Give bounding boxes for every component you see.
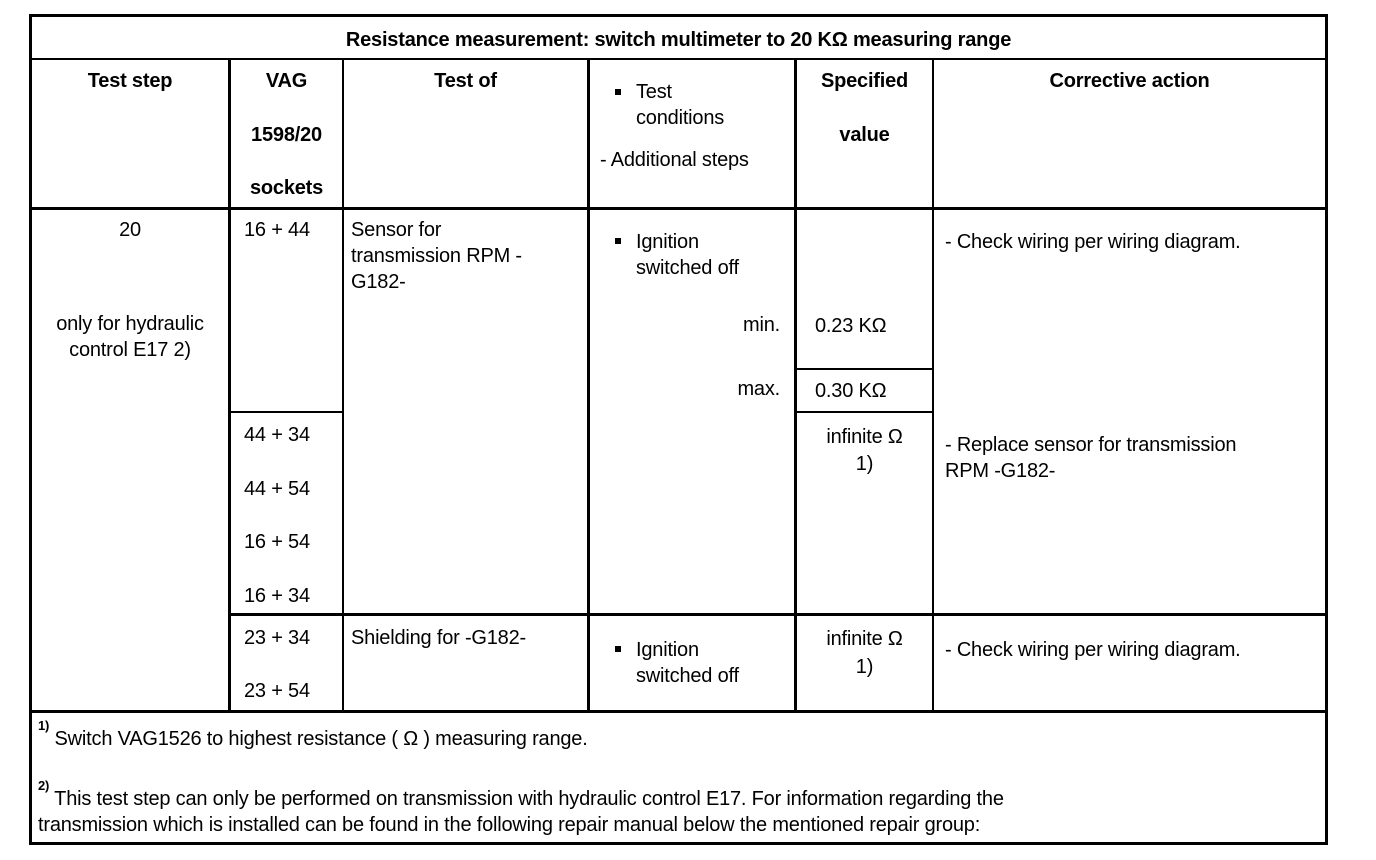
max-value: 0.30 KΩ xyxy=(815,380,887,402)
condition-ignition-line2: switched off xyxy=(636,257,739,279)
rule-row2 xyxy=(230,613,1328,616)
test-step-note-line1: only for hydraulic xyxy=(56,313,204,335)
max-label: max. xyxy=(737,378,780,400)
header-vag-line3: sockets xyxy=(249,177,324,199)
condition-bullet-row1 xyxy=(615,238,621,244)
rule-max-split xyxy=(794,411,933,413)
col-rule-5 xyxy=(932,58,934,713)
test-of-sensor-line1: Sensor for xyxy=(351,219,442,241)
header-conditions-line2: conditions xyxy=(636,107,725,129)
table-title: Resistance measurement: switch multimeter to 20 KΩ measuring range xyxy=(345,29,1012,51)
table-border-top xyxy=(29,14,1328,17)
footnote-1 xyxy=(38,718,588,752)
table-border-bottom xyxy=(29,842,1328,845)
infinite-value-row2: infinite Ω xyxy=(826,628,903,650)
socket-16-34: 16 + 34 xyxy=(244,585,310,607)
footnote-2-mark: 2) xyxy=(38,778,50,794)
action-replace-sensor-line1: - Replace sensor for transmission xyxy=(945,434,1237,456)
condition-bullet-row2 xyxy=(615,646,621,652)
infinite-footnote-row2: 1) xyxy=(855,656,874,678)
socket-44-34: 44 + 34 xyxy=(244,424,310,446)
socket-44-54: 44 + 54 xyxy=(244,478,310,500)
action-check-wiring-row2: - Check wiring per wiring diagram. xyxy=(945,639,1241,661)
header-vag-line2: 1598/20 xyxy=(251,124,322,146)
header-test-step: Test step xyxy=(87,70,173,92)
condition-ignition-row2-line2: switched off xyxy=(636,665,739,687)
test-of-sensor-line3: G182- xyxy=(351,271,406,293)
rule-under-title xyxy=(29,58,1328,60)
min-value: 0.23 KΩ xyxy=(815,315,887,337)
header-specified-line1: Specified xyxy=(820,70,909,92)
infinite-value-row1: infinite Ω xyxy=(826,426,903,448)
action-replace-sensor-line2: RPM -G182- xyxy=(945,460,1056,482)
col-rule-1 xyxy=(228,58,231,713)
header-vag-line1: VAG xyxy=(265,70,308,92)
footnote-1-mark: 1) xyxy=(38,718,50,734)
rule-row1-split xyxy=(230,411,344,413)
header-bullet xyxy=(615,89,621,95)
footnote-1-text: Switch VAG1526 to highest resistance ( Ω ) measuring range. xyxy=(54,728,588,750)
rule-min-max xyxy=(794,368,933,370)
condition-ignition-line1: Ignition xyxy=(636,231,699,253)
test-of-shielding: Shielding for -G182- xyxy=(351,627,526,649)
socket-23-54: 23 + 54 xyxy=(244,680,310,702)
header-test-of: Test of xyxy=(434,70,497,92)
min-label: min. xyxy=(743,314,780,336)
socket-16-44: 16 + 44 xyxy=(244,219,310,241)
table-border-right xyxy=(1325,14,1328,845)
header-conditions-line1: Test xyxy=(636,81,672,103)
col-rule-4 xyxy=(794,58,797,713)
col-rule-2 xyxy=(342,58,344,713)
condition-ignition-row2-line1: Ignition xyxy=(636,639,699,661)
header-specified-line2: value xyxy=(839,124,890,146)
footnote-2-line2: transmission which is installed can be found in the following repair manual below the mentioned repair group: xyxy=(38,814,981,836)
rule-under-header xyxy=(29,207,1328,210)
header-additional-steps: - Additional steps xyxy=(600,149,749,171)
socket-23-34: 23 + 34 xyxy=(244,627,310,649)
action-check-wiring-row1: - Check wiring per wiring diagram. xyxy=(945,231,1241,253)
footnote-2-line1 xyxy=(38,778,1004,812)
test-step-number: 20 xyxy=(119,219,141,241)
test-of-sensor-line2: transmission RPM - xyxy=(351,245,522,267)
rule-above-footnotes xyxy=(29,710,1328,713)
table-border-left xyxy=(29,14,32,845)
footnote-2-text-line1: This test step can only be performed on transmission with hydraulic control E17. For information regarding the xyxy=(54,788,1004,810)
test-step-note-line2: control E17 2) xyxy=(69,339,191,361)
infinite-footnote-row1: 1) xyxy=(855,453,874,475)
socket-16-54: 16 + 54 xyxy=(244,531,310,553)
col-rule-3 xyxy=(587,58,590,713)
header-corrective-action: Corrective action xyxy=(1049,70,1210,92)
